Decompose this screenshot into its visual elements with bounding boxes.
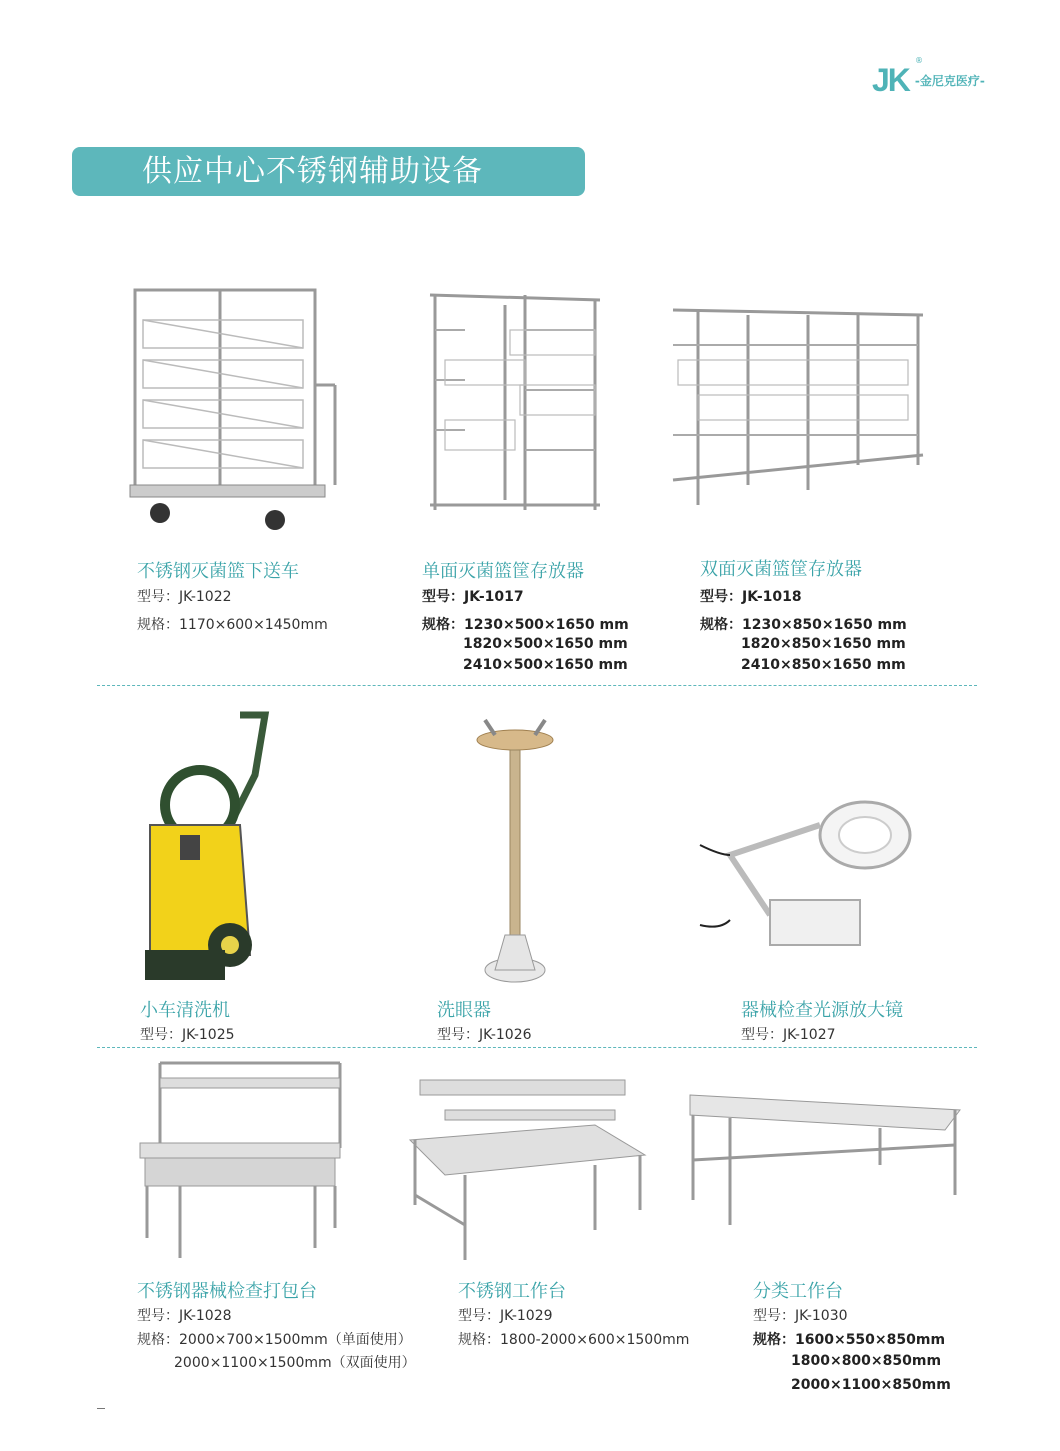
cart-washer-icon — [130, 705, 290, 985]
product-model: 型号：JK-1026 — [437, 1027, 532, 1043]
product-model: 型号：JK-1018 — [700, 589, 802, 605]
product-name: 小车清洗机 — [140, 1000, 230, 1021]
product-name: 双面灭菌篮筐存放器 — [700, 559, 862, 580]
logo-mark: JK — [872, 62, 909, 98]
product-spec: 规格：2000×700×1500mm（单面使用） — [137, 1332, 412, 1348]
product-model: 型号：JK-1022 — [137, 589, 232, 605]
product-model: 型号：JK-1017 — [422, 589, 524, 605]
product-model: 型号：JK-1029 — [458, 1308, 553, 1324]
product-spec: 2000×1100×850mm — [791, 1377, 951, 1393]
product-name: 洗眼器 — [437, 1000, 491, 1021]
product-spec: 规格：1600×550×850mm — [753, 1332, 946, 1348]
product-name: 分类工作台 — [753, 1281, 843, 1302]
product-spec: 规格：1230×850×1650 mm — [700, 617, 907, 633]
product-spec: 1820×500×1650 mm — [463, 636, 628, 652]
product-spec: 2410×500×1650 mm — [463, 657, 628, 673]
single-sided-basket-rack-icon — [425, 290, 605, 520]
footer-mark — [97, 1408, 105, 1409]
product-spec: 规格：1170×600×1450mm — [137, 617, 328, 633]
double-sided-basket-rack-icon — [668, 305, 928, 510]
product-name: 不锈钢灭菌篮下送车 — [137, 561, 299, 582]
product-model: 型号：JK-1028 — [137, 1308, 232, 1324]
product-spec: 2000×1100×1500mm（双面使用） — [174, 1355, 416, 1371]
steel-workbench-icon — [405, 1075, 650, 1260]
product-name: 不锈钢工作台 — [458, 1281, 566, 1302]
magnifier-lamp-icon — [690, 795, 915, 955]
product-name: 单面灭菌篮筐存放器 — [422, 561, 584, 582]
sorting-table-icon — [685, 1090, 965, 1230]
brand-logo — [872, 56, 985, 99]
product-model: 型号：JK-1027 — [741, 1027, 836, 1043]
product-name: 不锈钢器械检查打包台 — [137, 1281, 317, 1302]
product-model: 型号：JK-1025 — [140, 1027, 235, 1043]
product-model: 型号：JK-1030 — [753, 1308, 848, 1324]
sterilization-basket-cart-icon — [125, 285, 340, 535]
product-spec: 1800×800×850mm — [791, 1353, 942, 1369]
registered-mark: ® — [915, 56, 923, 65]
product-spec: 规格：1230×500×1650 mm — [422, 617, 629, 633]
product-spec: 1820×850×1650 mm — [741, 636, 906, 652]
section-title-banner: 供应中心不锈钢辅助设备 — [72, 147, 585, 196]
logo-text: -金尼克医疗- — [914, 74, 985, 88]
product-name: 器械检查光源放大镜 — [741, 1000, 903, 1021]
eyewash-station-icon — [470, 705, 560, 985]
inspection-packing-table-icon — [135, 1058, 350, 1263]
row-divider — [97, 685, 977, 686]
row-divider — [97, 1047, 977, 1048]
product-spec: 2410×850×1650 mm — [741, 657, 906, 673]
product-spec: 规格：1800-2000×600×1500mm — [458, 1332, 690, 1348]
